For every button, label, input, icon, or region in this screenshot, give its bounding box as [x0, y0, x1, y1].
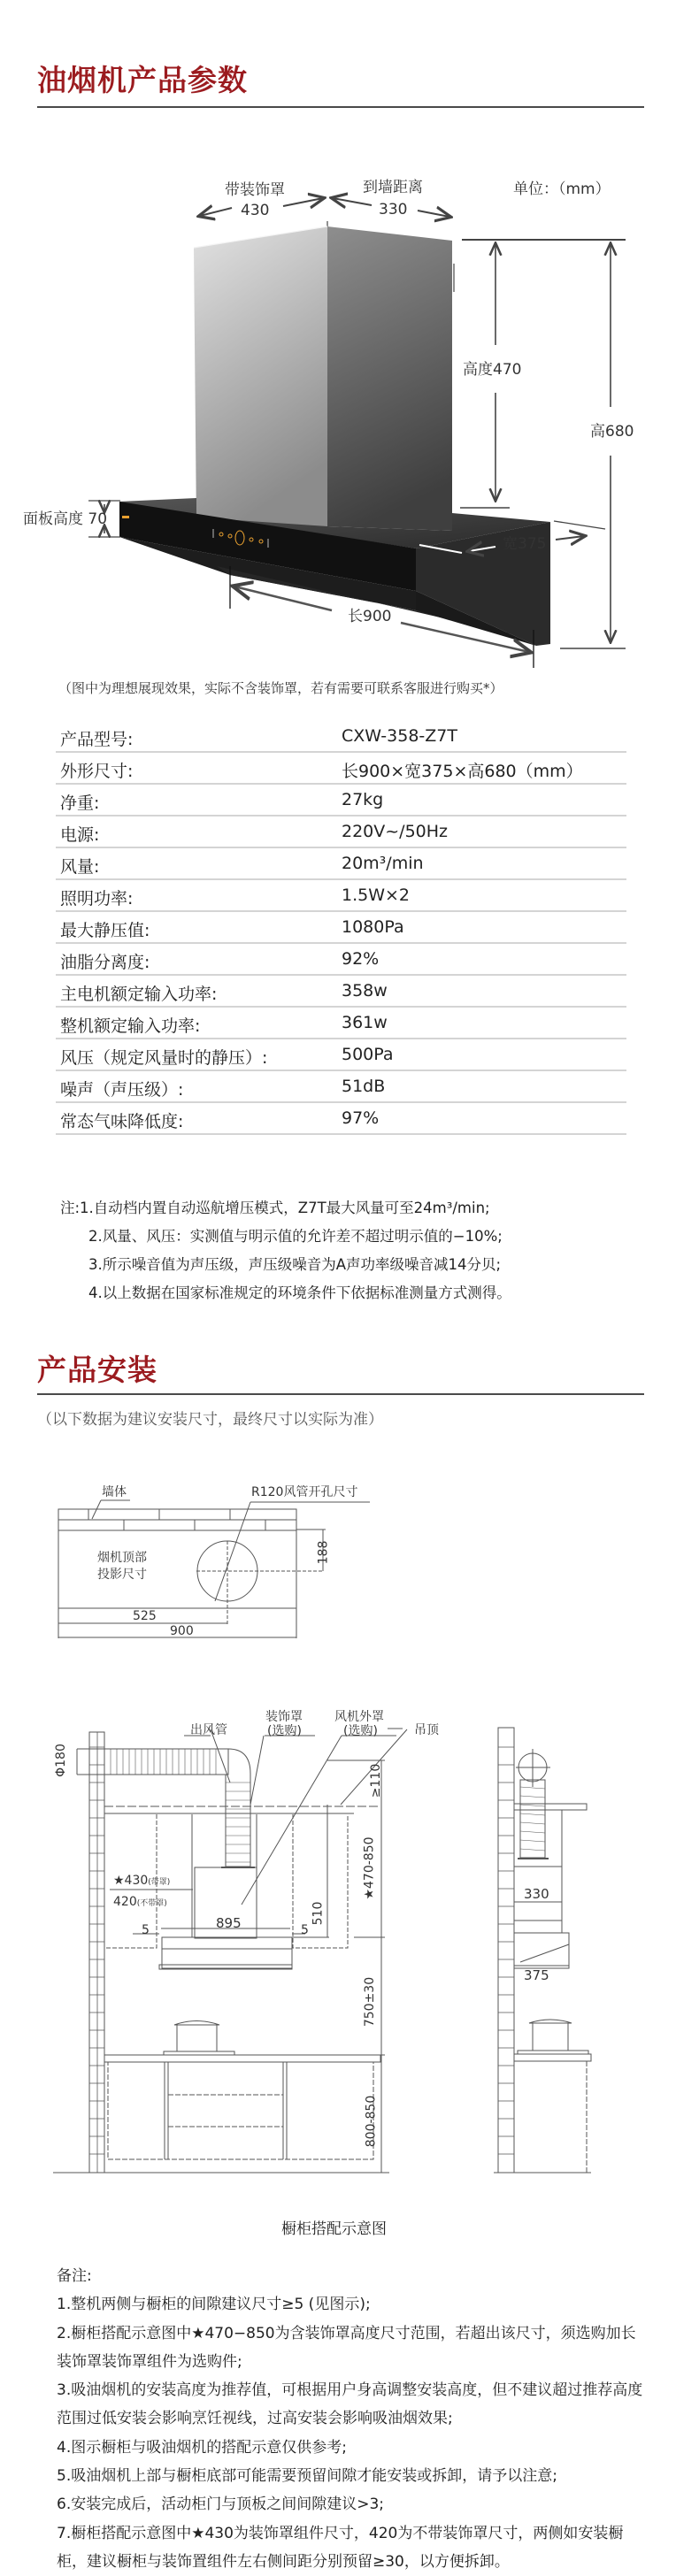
label-ceiling: 吊顶	[414, 1723, 439, 1737]
spec-value: 220V~/50Hz	[342, 822, 449, 841]
spec-label: 电源:	[60, 825, 100, 845]
table-row	[56, 880, 626, 912]
dim-525: 525	[133, 1609, 157, 1623]
label-total-height: 高680	[590, 423, 634, 441]
label-wall: 墙体	[102, 1485, 127, 1499]
dim-420	[113, 1893, 167, 1913]
plan-view-diagram	[0, 1468, 398, 1663]
dim-188: 188	[316, 1540, 331, 1565]
spec-value: 500Pa	[342, 1045, 394, 1064]
table-row	[56, 912, 626, 944]
spec-label: 整机额定输入功率:	[60, 1016, 201, 1036]
spec-table	[56, 721, 626, 1135]
table-row	[56, 721, 626, 753]
label-chimney-height: 高度470	[463, 361, 522, 379]
label-cover-2: (选购)	[267, 1724, 302, 1738]
spec-value: 97%	[342, 1108, 380, 1128]
dim-470-850: ★470-850	[362, 1836, 377, 1900]
installation-remarks	[57, 2262, 649, 2576]
spec-value: 27kg	[342, 790, 384, 809]
dim-ge110: ≥110	[369, 1763, 384, 1798]
label-projection-2: 投影尺寸	[97, 1568, 147, 1582]
spec-label: 噪声（声压级）:	[60, 1080, 184, 1100]
unit-label: 单位：（mm）	[513, 180, 611, 198]
dim-430	[113, 1872, 170, 1891]
spec-value: 92%	[342, 949, 380, 969]
spec-label: 主电机额定输入功率:	[60, 985, 218, 1004]
spec-value: 1.5W×2	[342, 886, 411, 905]
label-depth: 宽375	[503, 535, 547, 553]
remark-item: 2.橱柜搭配示意图中★470−850为含装饰罩高度尺寸范围，若超出该尺寸，须选购加长装饰罩装饰罩组件为选购件;	[57, 2324, 636, 2371]
table-row	[56, 848, 626, 880]
spec-label: 常态气味降低度:	[60, 1112, 184, 1131]
note-line: 4.以上数据在国家标准规定的环境条件下依据标准测量方式测得。	[88, 1284, 511, 1301]
note-line: 3.所示噪音值为声压级，声压级噪音为A声功率级噪音减14分贝;	[88, 1256, 502, 1273]
label-to-wall: 到墙距离	[363, 179, 423, 196]
spec-label: 产品型号:	[60, 730, 134, 749]
product-dimension-diagram	[0, 159, 699, 672]
label-hood-with-cover: 带装饰罩	[225, 181, 285, 199]
dim-330: 330	[524, 1886, 549, 1902]
label-length: 长900	[348, 608, 392, 625]
table-row	[56, 1071, 626, 1103]
image-caption: （图中为理想展现效果，实际不含装饰罩，若有需要可联系客服进行购买*）	[58, 680, 503, 696]
spec-label: 外形尺寸:	[60, 762, 134, 781]
remark-item: 4.图示橱柜与吸油烟机的搭配示意仅供参考;	[57, 2438, 347, 2457]
label-fan-cover-1: 风机外罩	[334, 1710, 384, 1724]
dim-phi180: Φ180	[53, 1744, 68, 1777]
spec-value: 长900×宽375×高680（mm）	[342, 762, 583, 781]
diagram-caption: 橱柜搭配示意图	[281, 2220, 387, 2238]
label-fan-cover-2: (选购)	[343, 1724, 378, 1738]
table-row	[56, 1039, 626, 1071]
remark-item: 6.安装完成后，活动柜门与顶板之间间隙建议>3;	[57, 2496, 385, 2514]
spec-label: 净重:	[60, 794, 100, 813]
dim-510: 510	[311, 1901, 326, 1926]
dim-895: 895	[216, 1915, 242, 1931]
dim-420-value: 420	[113, 1895, 137, 1909]
spec-value: 20m³/min	[342, 854, 424, 873]
spec-value: 358w	[342, 981, 388, 1000]
dim-430-value: ★430	[113, 1874, 149, 1888]
table-row	[56, 1008, 626, 1039]
remark-item: 5.吸油烟机上部与橱柜底部可能需要预留间隙才能安装或拆卸，请予以注意;	[57, 2467, 557, 2486]
dim-5-left: 5	[142, 1923, 150, 1937]
spec-label: 最大静压值:	[60, 921, 150, 940]
remark-item: 7.橱柜搭配示意图中★430为装饰罩组件尺寸，420为不带装饰罩尺寸，两侧如安装橱柜，建议橱柜与装饰置组件左右侧间距分别预留≥30，以方便拆卸。	[57, 2524, 624, 2571]
dim-800-850: 800-850	[364, 2095, 379, 2148]
remark-item: 1.整机两侧与橱柜的间隙建议尺寸≥5 (见图示);	[57, 2296, 371, 2314]
range-hood-illustration	[0, 159, 699, 672]
dim-430-note: (带罩)	[148, 1878, 171, 1887]
remark-item: 3.吸油烟机的安装高度为推荐值，可根据用户身高调整安装高度，但不建议超过推荐高度范围过低安装会影响烹饪视线，过高安装会影响吸油烟效果;	[57, 2381, 643, 2428]
dim-375: 375	[524, 1967, 549, 1983]
note-line: 注:1.自动档内置自动巡航增压模式，Z7T最大风量可至24m³/min;	[60, 1200, 490, 1216]
label-projection-1: 烟机顶部	[97, 1551, 147, 1565]
cabinet-elevation-diagram	[0, 1681, 699, 2185]
section-divider	[37, 1393, 644, 1395]
spec-label: 照明功率:	[60, 889, 134, 908]
dim-900: 900	[170, 1624, 194, 1638]
cabinet-drawing	[0, 1681, 699, 2185]
note-line: 2.风量、风压：实测值与明示值的允许差不超过明示值的−10%;	[88, 1228, 503, 1245]
section-title-parameters: 油烟机产品参数	[37, 63, 248, 97]
value-hood-with-cover: 430	[241, 202, 270, 219]
label-panel-height: 面板高度 70	[23, 510, 108, 528]
label-cover-1: 装饰罩	[265, 1710, 303, 1724]
label-duct-hole: R120风管开孔尺寸	[251, 1485, 358, 1499]
table-row	[56, 944, 626, 976]
spec-label: 风压（规定风量时的静压）:	[60, 1048, 268, 1068]
spec-notes	[60, 1194, 511, 1307]
remarks-title: 备注:	[57, 2267, 92, 2285]
table-row	[56, 1103, 626, 1135]
label-duct: 出风管	[190, 1723, 227, 1737]
dim-5-right: 5	[301, 1923, 309, 1937]
spec-value: 361w	[342, 1013, 388, 1032]
table-row	[56, 976, 626, 1008]
spec-label: 油脂分离度:	[60, 953, 150, 972]
installation-subtitle: （以下数据为建议安装尺寸，最终尺寸以实际为准）	[37, 1411, 383, 1429]
table-row	[56, 785, 626, 816]
spec-value: 1080Pa	[342, 917, 404, 937]
section-divider	[37, 106, 644, 108]
value-to-wall: 330	[379, 201, 408, 218]
spec-value: CXW-358-Z7T	[342, 726, 457, 746]
table-row	[56, 816, 626, 848]
section-title-installation: 产品安装	[37, 1353, 157, 1387]
spec-label: 风量:	[60, 857, 100, 877]
spec-value: 51dB	[342, 1077, 386, 1096]
table-row	[56, 753, 626, 785]
dim-750: 750±30	[363, 1976, 378, 2028]
dim-420-note: (不带罩)	[136, 1899, 167, 1908]
